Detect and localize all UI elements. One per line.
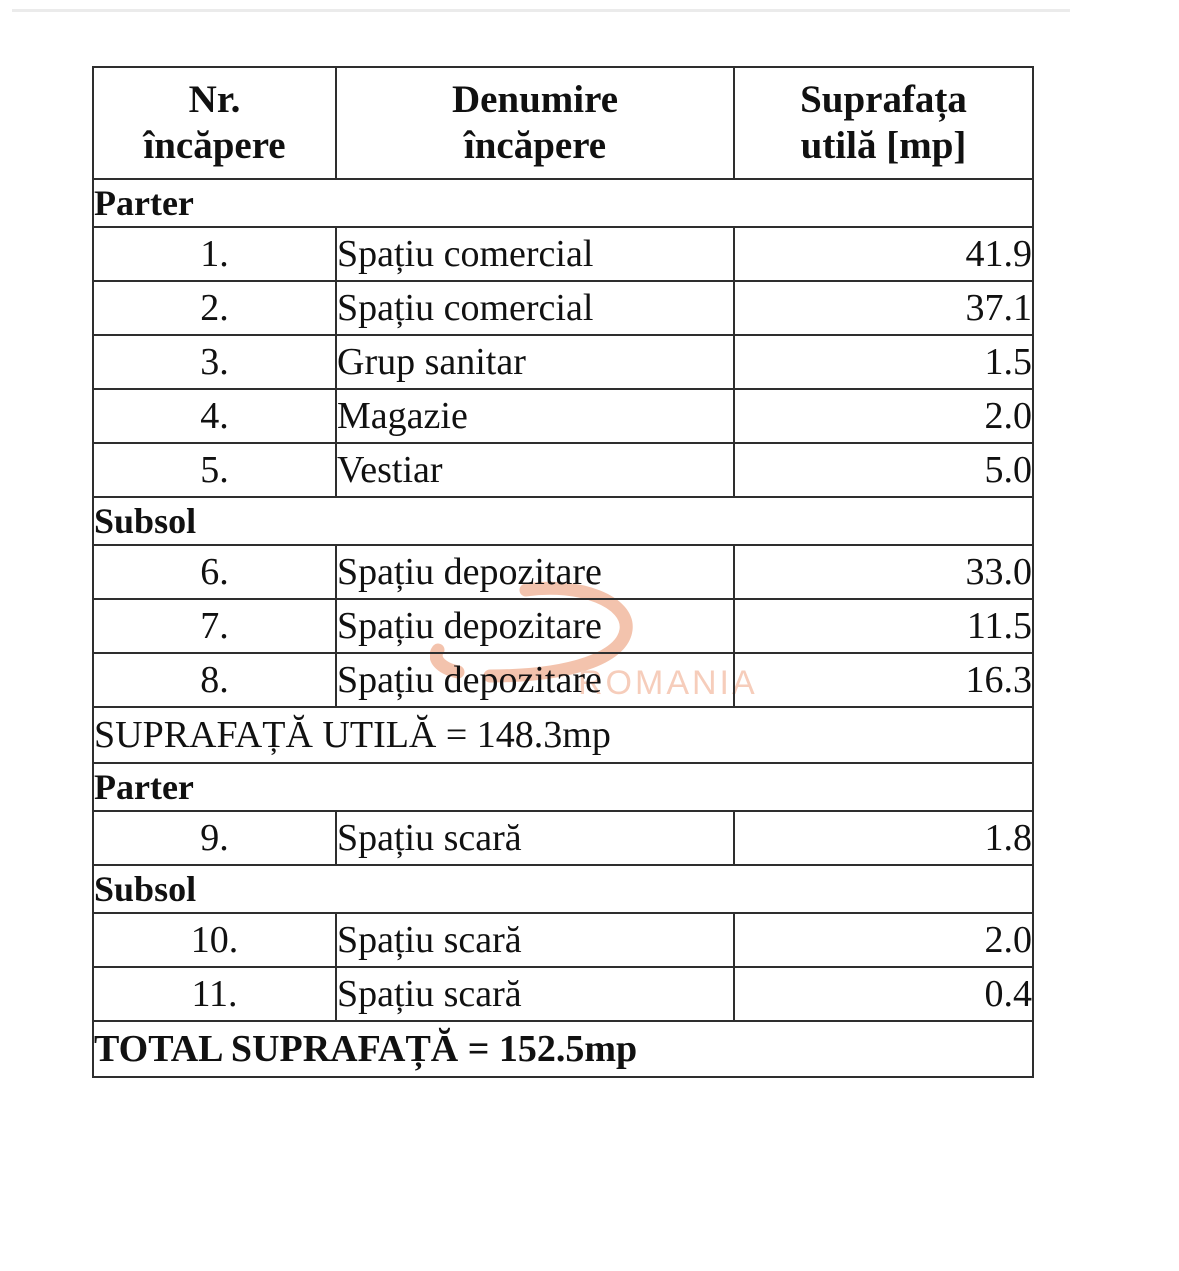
cell-room-area: 33.0 [734, 545, 1033, 599]
table-row [93, 335, 1033, 389]
cell-room-area: 1.8 [734, 811, 1033, 865]
cell-room-name: Spațiu comercial [336, 281, 734, 335]
table-row [93, 967, 1033, 1021]
table-row [93, 811, 1033, 865]
cell-room-number: 6. [93, 545, 336, 599]
table-section-row [93, 179, 1033, 227]
column-header-name [336, 67, 734, 179]
cell-room-name: Spațiu comercial [336, 227, 734, 281]
table-section-row [93, 497, 1033, 545]
cell-room-area: 1.5 [734, 335, 1033, 389]
column-header-nr-line2: încăpere [143, 124, 286, 167]
cell-room-number: 3. [93, 335, 336, 389]
cell-room-number: 4. [93, 389, 336, 443]
cell-room-name: Magazie [336, 389, 734, 443]
section-label: Parter [93, 763, 1033, 811]
cell-room-number: 10. [93, 913, 336, 967]
table-row [93, 281, 1033, 335]
cell-room-area: 41.9 [734, 227, 1033, 281]
cell-room-name: Spațiu scară [336, 811, 734, 865]
section-label: Subsol [93, 865, 1033, 913]
cell-room-area: 0.4 [734, 967, 1033, 1021]
total-label: TOTAL SUPRAFAȚĂ = 152.5mp [93, 1021, 1033, 1077]
column-header-name-line1: Denumire [451, 77, 619, 121]
section-label: Subsol [93, 497, 1033, 545]
cell-room-area: 2.0 [734, 913, 1033, 967]
cell-room-number: 5. [93, 443, 336, 497]
cell-room-number: 9. [93, 811, 336, 865]
cell-room-area: 2.0 [734, 389, 1033, 443]
cell-room-name: Spațiu scară [336, 967, 734, 1021]
cell-room-name: Vestiar [336, 443, 734, 497]
table-header [93, 67, 1033, 179]
table-total-row [93, 1021, 1033, 1077]
table-row [93, 389, 1033, 443]
table-row [93, 227, 1033, 281]
cell-room-name: Spațiu depozitare [336, 545, 734, 599]
table-section-row [93, 865, 1033, 913]
cell-room-area: 11.5 [734, 599, 1033, 653]
cell-room-name: Spațiu depozitare [336, 653, 734, 707]
column-header-name-line2: încăpere [463, 124, 607, 167]
table-total-row [93, 707, 1033, 763]
page-top-divider [12, 9, 1070, 12]
room-schedule-table [92, 66, 1034, 1078]
room-schedule-table-wrapper [92, 66, 1032, 1078]
cell-room-name: Grup sanitar [336, 335, 734, 389]
table-row [93, 443, 1033, 497]
column-header-area [734, 67, 1033, 179]
table-row [93, 653, 1033, 707]
cell-room-number: 7. [93, 599, 336, 653]
column-header-area-line1: Suprafața [800, 77, 967, 121]
cell-room-number: 1. [93, 227, 336, 281]
table-section-row [93, 763, 1033, 811]
column-header-area-line2: utilă [mp] [800, 124, 967, 167]
table-row [93, 913, 1033, 967]
cell-room-number: 8. [93, 653, 336, 707]
cell-room-name: Spațiu depozitare [336, 599, 734, 653]
table-row [93, 599, 1033, 653]
cell-room-name: Spațiu scară [336, 913, 734, 967]
watermark-label: ROMANIA [578, 664, 758, 702]
section-label: Parter [93, 179, 1033, 227]
cell-room-number: 2. [93, 281, 336, 335]
table-body [93, 179, 1033, 1077]
total-label: SUPRAFAȚĂ UTILĂ = 148.3mp [93, 707, 1033, 763]
column-header-nr-line1: Nr. [188, 77, 241, 121]
column-header-nr [93, 67, 336, 179]
cell-room-area: 5.0 [734, 443, 1033, 497]
table-row [93, 545, 1033, 599]
cell-room-area: 37.1 [734, 281, 1033, 335]
cell-room-number: 11. [93, 967, 336, 1021]
cell-room-area: 16.3 [734, 653, 1033, 707]
table-header-row [93, 67, 1033, 179]
